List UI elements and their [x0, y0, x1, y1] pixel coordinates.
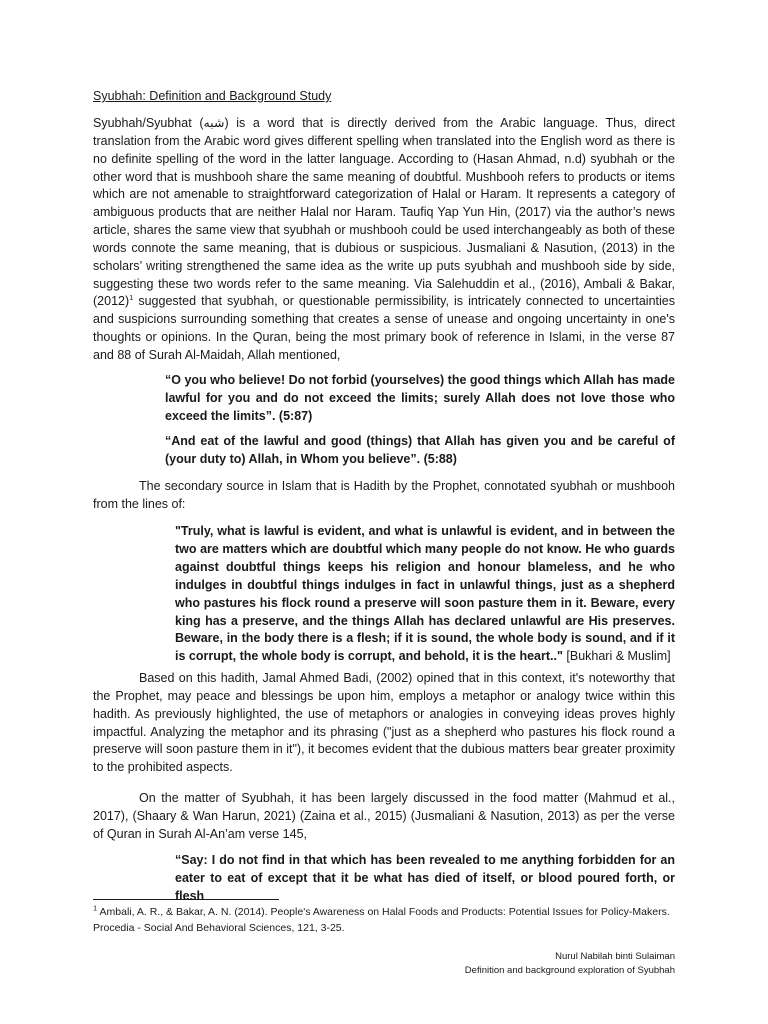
hadith-text: "Truly, what is lawful is evident, and what is unlawful is evident, and in between the two are matters which are doubtful which many people do not know. He who guards against doubtful things keeps his religion and honour blameless, and he who indulges in doubtful things indulges in fact in unlawful things, just as a shepherd who pastures his flock round a preserve will soon pasture them in it. Beware, every king has a preserve, and the things Allah has declared unlawful are His preserves. Beware, in the body there is a flesh; if it is sound, the whole body is sound, and if it is corrupt, the whole body is corrupt, and behold, it is the heart.."	[175, 524, 675, 664]
quote-hadith	[175, 523, 675, 666]
footnote	[93, 905, 693, 936]
quote-surah-6-145: “Say: I do not find in that which has been revealed to me anything forbidden for an eater to eat of except that it be what has died of itself, or blood poured forth, or flesh	[175, 853, 675, 903]
hadith-citation: [Bukhari & Muslim]	[562, 649, 671, 664]
paragraph-hadith-analysis: Based on this hadith, Jamal Ahmed Badi, (2002) opined that in this context, it's noteworthy that the Prophet, may peace and blessings be upon him, employs a metaphor or analogy twice within this hadith. As previously highlighted, the use of metaphors or analogies in conveying ideas proves highly impactful. Analyzing the metaphor and its phrasing ("just as a shepherd who pastures his flock round a preserve will soon pasture them in it"), it becomes evident that the dubious matters bear greater proximity to the prohibited aspects.	[93, 671, 675, 775]
paragraph-hadith-intro: The secondary source in Islam that is Hadith by the Prophet, connotated syubhah or mushbooh from the lines of:	[93, 479, 675, 511]
page-footer	[465, 950, 675, 977]
footnote-separator	[93, 899, 279, 900]
footnote-mark: 1	[93, 903, 98, 913]
paragraph-text-end: suggested that syubhah, or questionable permissibility, is intricately connected to uncertainties and suspicions surrounding something that creates a sense of unease and ongoing uncertainty in one's thoughts or opinions. In the Quran, being the most primary book of reference in Islami, in the verse 87 and 88 of Surah Al-Maidah, Allah mentioned,	[93, 294, 675, 362]
quote-surah-5-88: “And eat of the lawful and good (things) that Allah has given you and be careful of (your duty to) Allah, in Whom you believe”. (5:88)	[165, 434, 675, 466]
paragraph-food-matter: On the matter of Syubhah, it has been largely discussed in the food matter (Mahmud et al., 2017), (Shaary & Wan Harun, 2021) (Zaina et al., 2015) (Jusmaliani & Nasution, 2013) as per the verse of Quran in Surah Al-An’am verse 145,	[93, 791, 675, 841]
footer-subtitle: Definition and background exploration of Syubhah	[464, 964, 675, 976]
footnote-text: Ambali, A. R., & Bakar, A. N. (2014). People's Awareness on Halal Foods and Products: Potential Issues for Policy-Makers. Procedia - Social And Behavioral Sciences, 121, 3-25.	[93, 906, 670, 934]
paragraph-text-start: Syubhah/Syubhat (	[93, 116, 204, 130]
footnote-reference: 1	[129, 293, 134, 303]
quote-surah-5-87: “O you who believe! Do not forbid (yourselves) the good things which Allah has made lawful for you and do not exceed the limits; surely Allah does not love those who exceed the limits”. (5:87)	[165, 373, 676, 423]
arabic-word: شبه	[203, 116, 225, 130]
footer-author: Nurul Nabilah binti Sulaiman	[555, 951, 675, 962]
section-heading: Syubhah: Definition and Background Study	[93, 89, 332, 103]
paragraph-text-middle: ) is a word that is directly derived from the Arabic language. Thus, direct translation from the Arabic word gives different spelling when translated into the English word as there is no definite spelling of the word in the latter language. According to (Hasan Ahmad, n.d) syubhah or the other word that is mushbooh share the same meaning of doubtful. Mushbooh refers to products or items which are not amenable to straightforward categorization of Halal or Haram. It represents a category of ambiguous products that are neither Halal nor Haram. Taufiq Yap Yun Hin, (2017) via the author’s news article, shares the same view that syubhah or mushbooh could be used interchangeably as both of these words connote the same meaning, that is dubious or suspicious. Jusmaliani & Nasution, (2013) in the scholars’ writing strengthened the same idea as the write up puts syubhah and mushbooh side by side, suggesting these two words refer to the same meaning. Via Salehuddin et al., (2016), Ambali & Bakar, (2012)	[93, 116, 675, 309]
paragraph-definition	[93, 115, 675, 365]
